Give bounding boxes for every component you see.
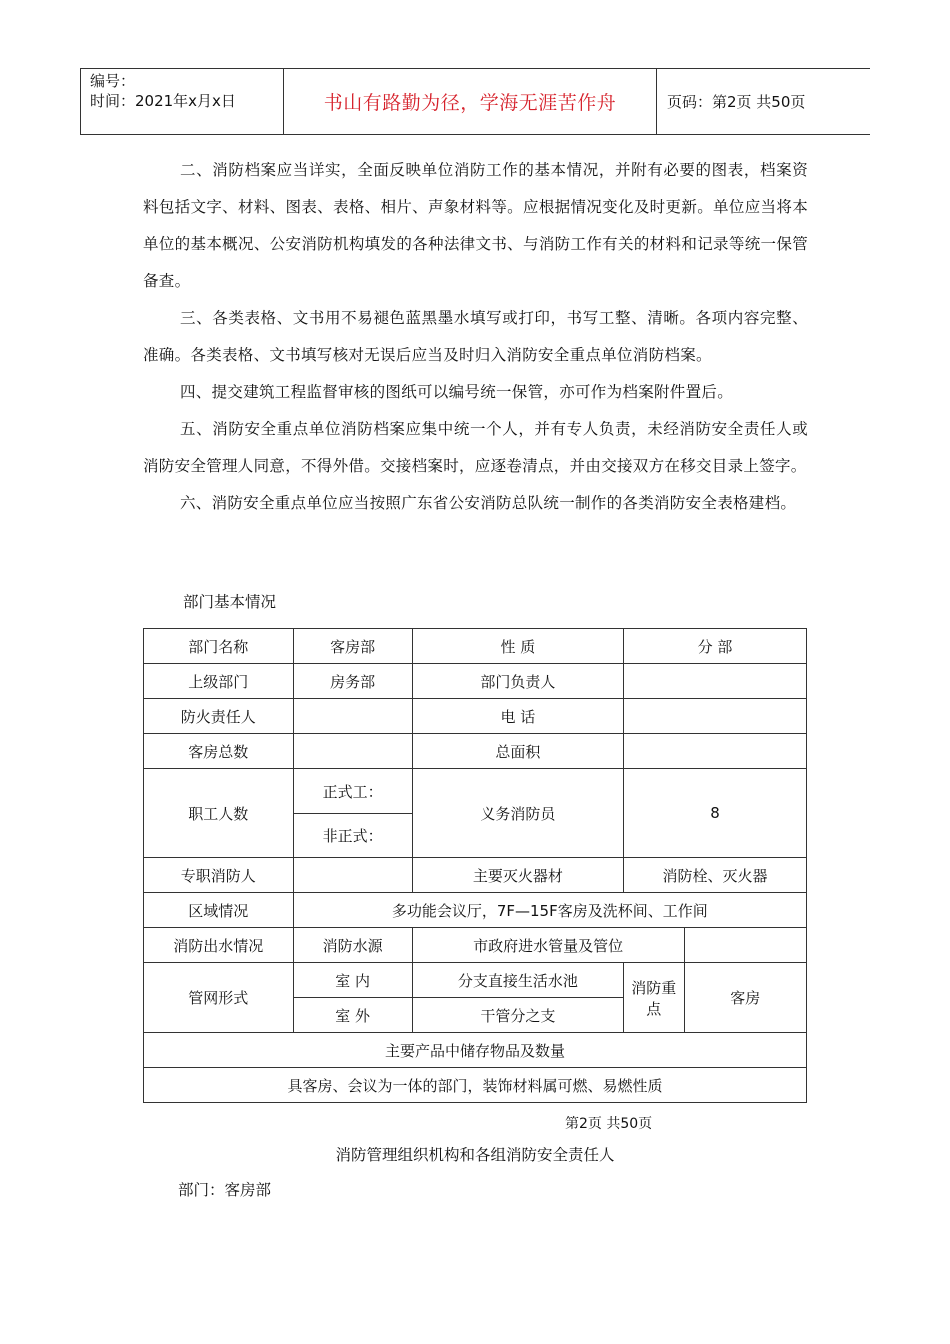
- fulltime-value: [293, 858, 412, 893]
- fulltime-label: 专职消防人: [144, 858, 294, 893]
- key-point-label: 消防重点: [623, 963, 684, 1033]
- equipment-label: 主要灭火器材: [412, 858, 623, 893]
- parent-dept-value: 房务部: [293, 664, 412, 699]
- page-number: 第2页 共50页: [565, 1116, 653, 1132]
- fire-person-label: 防火责任人: [144, 699, 294, 734]
- paragraph-3: 三、各类表格、文书用不易褪色蓝黑墨水填写或打印，书写工整、清晰。各项内容完整、准确。各类表格、文书填写核对无误后应当及时归入消防安全重点单位消防档案。: [143, 309, 808, 364]
- nature-label: 性 质: [412, 629, 623, 664]
- paragraph-6: 六、消防安全重点单位应当按照广东省公安消防总队统一制作的各类消防安全表格建档。: [180, 494, 797, 512]
- phone-label: 电 话: [412, 699, 623, 734]
- header-page-label: 页码：第2页 共50页: [667, 93, 806, 111]
- paragraph-4: 四、提交建筑工程监督审核的图纸可以编号统一保管，亦可作为档案附件置后。: [180, 383, 734, 401]
- paragraph-5: 五、消防安全重点单位消防档案应集中统一个人，并有专人负责，未经消防安全责任人或消防安全管理人同意，不得外借。交接档案时，应逐卷清点，并由交接双方在移交目录上签字。: [143, 420, 808, 475]
- storage-value: 具客房、会议为一体的部门，装饰材料属可燃、易燃性质: [144, 1068, 807, 1103]
- region-label: 区域情况: [144, 893, 294, 928]
- number-label: 编号：: [90, 72, 136, 90]
- indoor-value: 分支直接生活水池: [412, 963, 623, 998]
- header-table: [80, 68, 870, 135]
- nonregular-staff-label: 非正式：: [293, 814, 412, 858]
- area-value: [623, 734, 806, 769]
- phone-value: [623, 699, 806, 734]
- paragraph-2: 二、消防档案应当详实，全面反映单位消防工作的基本情况，并附有必要的图表，档案资料包括文字、材料、图表、表格、相片、声象材料等。应根据情况变化及时更新。单位应当将本单位的基本概况、公安消防机构填发的各种法律文书、与消防工作有关的材料和记录等统一保管备查。: [143, 161, 808, 290]
- staff-count-label: 职工人数: [144, 769, 294, 858]
- department-line: 部门：客房部: [178, 1181, 272, 1199]
- body-paragraphs: [143, 152, 808, 522]
- parent-dept-label: 上级部门: [144, 664, 294, 699]
- key-point-value: 客房: [684, 963, 806, 1033]
- nature-value: 分 部: [623, 629, 806, 664]
- fire-person-value: [293, 699, 412, 734]
- rooms-value: [293, 734, 412, 769]
- area-label: 总面积: [412, 734, 623, 769]
- dept-name-value: 客房部: [293, 629, 412, 664]
- section-subtitle: 消防管理组织机构和各组消防安全责任人: [335, 1146, 615, 1164]
- dept-head-label: 部门负责人: [412, 664, 623, 699]
- volunteer-label: 义务消防员: [412, 769, 623, 858]
- regular-staff-label: 正式工：: [293, 769, 412, 814]
- rooms-label: 客房总数: [144, 734, 294, 769]
- department-info-table: [143, 628, 807, 1103]
- dept-name-label: 部门名称: [144, 629, 294, 664]
- header-motto: 书山有路勤为径，学海无涯苦作舟: [284, 69, 657, 134]
- volunteer-value: 8: [623, 769, 806, 858]
- region-value: 多功能会议厅，7F—15F客房及洗杯间、工作间: [293, 893, 806, 928]
- municipal-pipe-label: 市政府进水管量及管位: [412, 928, 684, 963]
- table-caption: 部门基本情况: [183, 593, 277, 611]
- header-meta: [81, 69, 284, 134]
- outdoor-label: 室 外: [293, 998, 412, 1033]
- time-label: 时间：2021年x月x日: [90, 92, 236, 110]
- pipe-network-label: 管网形式: [144, 963, 294, 1033]
- indoor-label: 室 内: [293, 963, 412, 998]
- municipal-pipe-value: [684, 928, 806, 963]
- dept-head-value: [623, 664, 806, 699]
- water-source-label: 消防水源: [293, 928, 412, 963]
- outdoor-value: 干管分之支: [412, 998, 623, 1033]
- storage-label: 主要产品中储存物品及数量: [144, 1033, 807, 1068]
- equipment-value: 消防栓、灭火器: [623, 858, 806, 893]
- outlet-label: 消防出水情况: [144, 928, 294, 963]
